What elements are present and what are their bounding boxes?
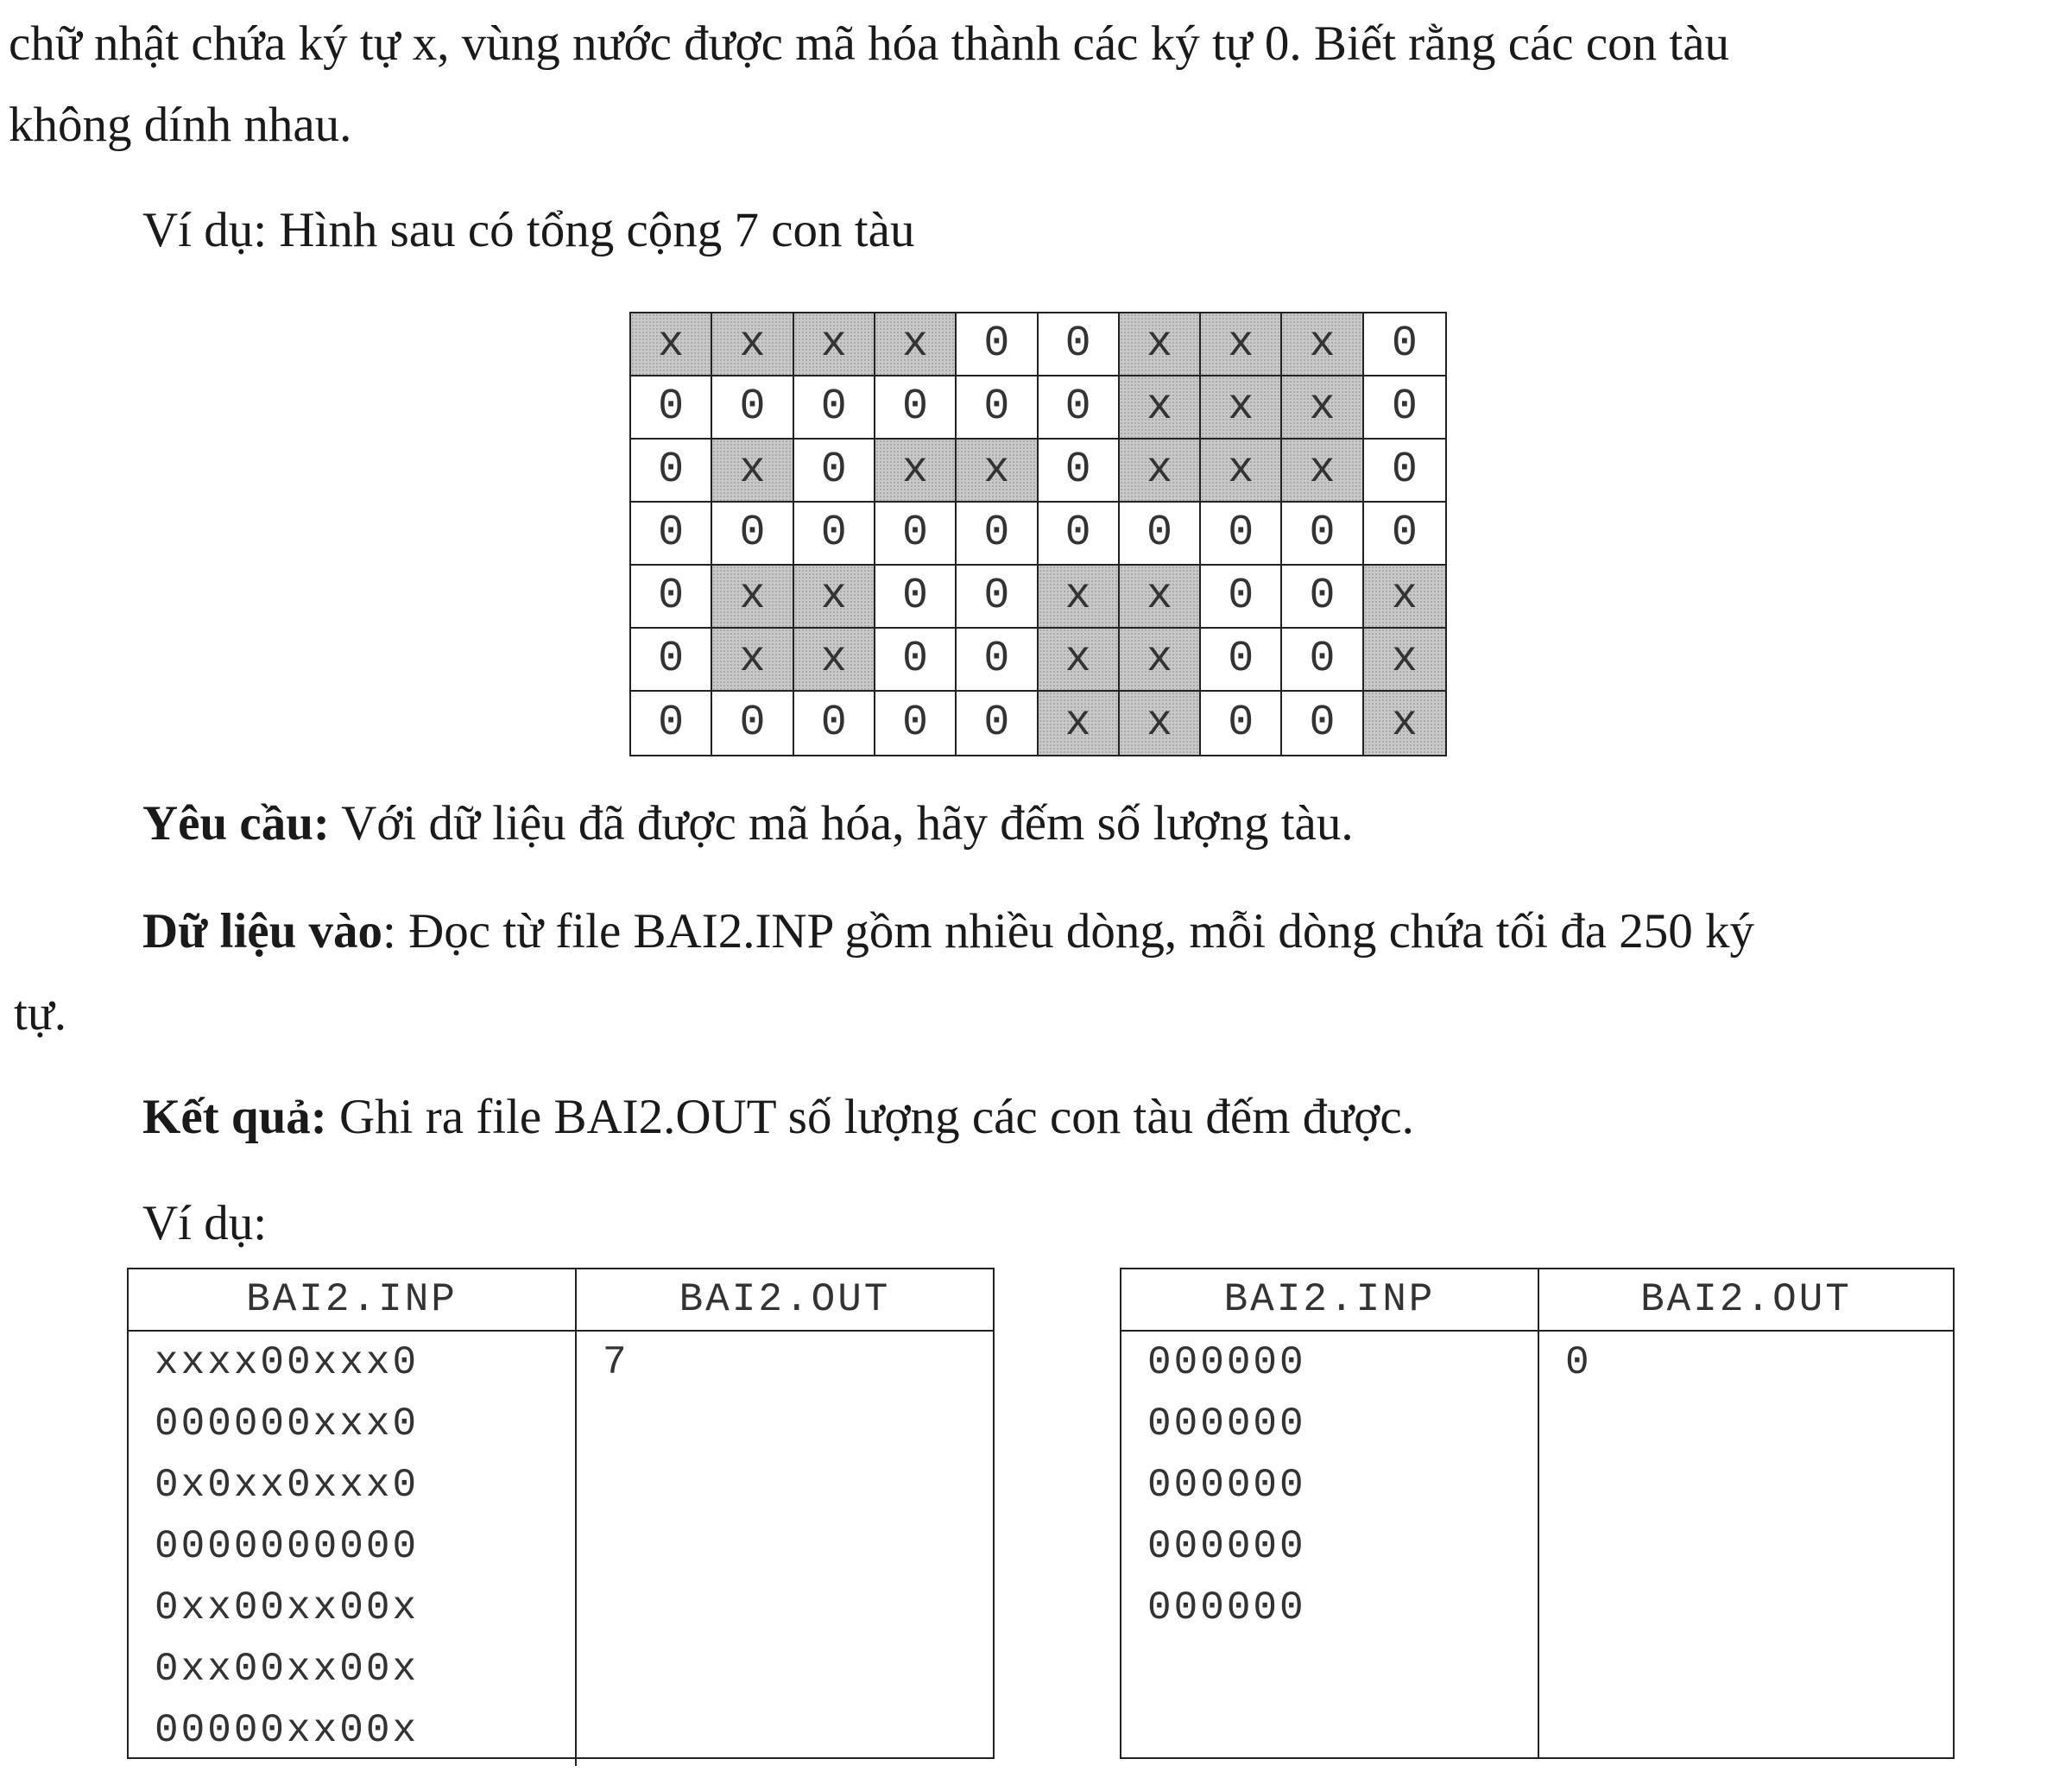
out-line: 7: [603, 1340, 629, 1385]
ship-cell: x: [1364, 629, 1445, 692]
water-cell: 0: [1039, 376, 1120, 440]
inp-content: [129, 1332, 577, 1766]
inp-line: 000000: [1147, 1585, 1306, 1630]
water-cell: 0: [1364, 503, 1445, 566]
water-cell: 0: [631, 440, 712, 503]
ship-cell: x: [1364, 692, 1445, 755]
water-cell: 0: [712, 692, 793, 755]
ship-cell: x: [712, 566, 793, 629]
inp-line: 0x0xx0xxx0: [155, 1463, 420, 1508]
ship-cell: x: [1201, 313, 1282, 376]
input-text: : Đọc từ file BAI2.INP gồm nhiều dòng, mỗi dòng chứa tối đa 250 ký: [382, 904, 1755, 959]
paragraph-line-2: không dính nhau.: [9, 98, 352, 152]
result-paragraph: [142, 1092, 1414, 1142]
water-cell: 0: [957, 313, 1038, 376]
water-cell: 0: [1039, 440, 1120, 503]
inp-header: BAI2.INP: [129, 1269, 577, 1332]
water-cell: 0: [875, 629, 957, 692]
water-cell: 0: [631, 376, 712, 440]
ship-cell: x: [1282, 440, 1363, 503]
example-table-2: [1120, 1268, 1955, 1759]
water-cell: 0: [957, 629, 1038, 692]
water-cell: 0: [712, 503, 793, 566]
ship-cell: x: [1282, 313, 1363, 376]
water-cell: 0: [631, 629, 712, 692]
ship-cell: x: [1364, 566, 1445, 629]
water-cell: 0: [1201, 692, 1282, 755]
water-cell: 0: [957, 692, 1038, 755]
inp-line: 0xx00xx00x: [155, 1585, 420, 1630]
ship-grid: [629, 312, 1447, 756]
water-cell: 0: [1201, 566, 1282, 629]
water-cell: 0: [631, 692, 712, 755]
ship-cell: x: [712, 629, 793, 692]
ship-cell: x: [1120, 440, 1201, 503]
example-intro: Ví dụ: Hình sau có tổng cộng 7 con tàu: [142, 203, 915, 257]
inp-line: 000000: [1147, 1340, 1306, 1385]
water-cell: 0: [875, 503, 957, 566]
ship-cell: x: [794, 629, 875, 692]
result-text: Ghi ra file BAI2.OUT số lượng các con tàu đếm được.: [326, 1090, 1414, 1144]
water-cell: 0: [1282, 503, 1363, 566]
water-cell: 0: [1364, 440, 1445, 503]
water-cell: 0: [1120, 503, 1201, 566]
inp-content: [1121, 1332, 1539, 1757]
example-table-1: [127, 1268, 995, 1759]
out-content: [577, 1332, 993, 1766]
water-cell: 0: [1039, 503, 1120, 566]
water-cell: 0: [794, 376, 875, 440]
water-cell: 0: [1282, 566, 1363, 629]
paragraph-line-1: chữ nhật chứa ký tự x, vùng nước được mã hóa thành các ký tự 0. Biết rằng các con tàu: [9, 16, 1730, 71]
ship-cell: x: [1120, 629, 1201, 692]
inp-line: 000000xxx0: [155, 1402, 420, 1446]
ship-cell: x: [794, 313, 875, 376]
inp-line: 000000: [1147, 1463, 1306, 1508]
water-cell: 0: [1364, 376, 1445, 440]
out-line: 0: [1565, 1340, 1592, 1385]
ship-cell: x: [1120, 313, 1201, 376]
input-label: Dữ liệu vào: [142, 904, 383, 959]
ship-cell: x: [1120, 376, 1201, 440]
water-cell: 0: [875, 692, 957, 755]
out-header: BAI2.OUT: [1539, 1269, 1953, 1332]
example-label: Ví dụ:: [142, 1196, 268, 1250]
water-cell: 0: [957, 566, 1038, 629]
ship-cell: x: [1201, 376, 1282, 440]
water-cell: 0: [794, 503, 875, 566]
inp-line: 000000: [1147, 1524, 1306, 1569]
ship-cell: x: [1120, 692, 1201, 755]
requirement-text: Với dữ liệu đã được mã hóa, hãy đếm số lượng tàu.: [329, 796, 1354, 851]
input-continuation: tự.: [14, 986, 66, 1041]
inp-line: 0xx00xx00x: [155, 1647, 420, 1692]
water-cell: 0: [712, 376, 793, 440]
water-cell: 0: [1364, 313, 1445, 376]
ship-cell: x: [794, 566, 875, 629]
inp-line: 00000xx00x: [155, 1708, 420, 1753]
water-cell: 0: [957, 503, 1038, 566]
inp-line: xxxx00xxx0: [155, 1340, 420, 1385]
water-cell: 0: [631, 566, 712, 629]
ship-cell: x: [712, 440, 793, 503]
ship-cell: x: [875, 440, 957, 503]
ship-cell: x: [957, 440, 1038, 503]
water-cell: 0: [631, 503, 712, 566]
ship-cell: x: [875, 313, 957, 376]
inp-line: 0000000000: [155, 1524, 420, 1569]
inp-line: 000000: [1147, 1402, 1306, 1446]
requirement-label: Yêu cầu:: [142, 796, 330, 851]
out-content: [1539, 1332, 1953, 1757]
water-cell: 0: [794, 440, 875, 503]
ship-cell: x: [631, 313, 712, 376]
water-cell: 0: [1039, 313, 1120, 376]
water-cell: 0: [794, 692, 875, 755]
ship-cell: x: [1039, 692, 1120, 755]
water-cell: 0: [957, 376, 1038, 440]
ship-cell: x: [1039, 566, 1120, 629]
requirement-paragraph: [142, 796, 1354, 851]
ship-cell: x: [1039, 629, 1120, 692]
ship-cell: x: [1201, 440, 1282, 503]
ship-cell: x: [1120, 566, 1201, 629]
water-cell: 0: [875, 376, 957, 440]
water-cell: 0: [1201, 503, 1282, 566]
out-header: BAI2.OUT: [577, 1269, 993, 1332]
inp-header: BAI2.INP: [1121, 1269, 1539, 1332]
water-cell: 0: [1282, 629, 1363, 692]
result-label: Kết quả:: [142, 1090, 327, 1144]
input-paragraph: [142, 904, 1755, 959]
water-cell: 0: [1282, 692, 1363, 755]
water-cell: 0: [875, 566, 957, 629]
ship-cell: x: [712, 313, 793, 376]
water-cell: 0: [1201, 629, 1282, 692]
ship-cell: x: [1282, 376, 1363, 440]
